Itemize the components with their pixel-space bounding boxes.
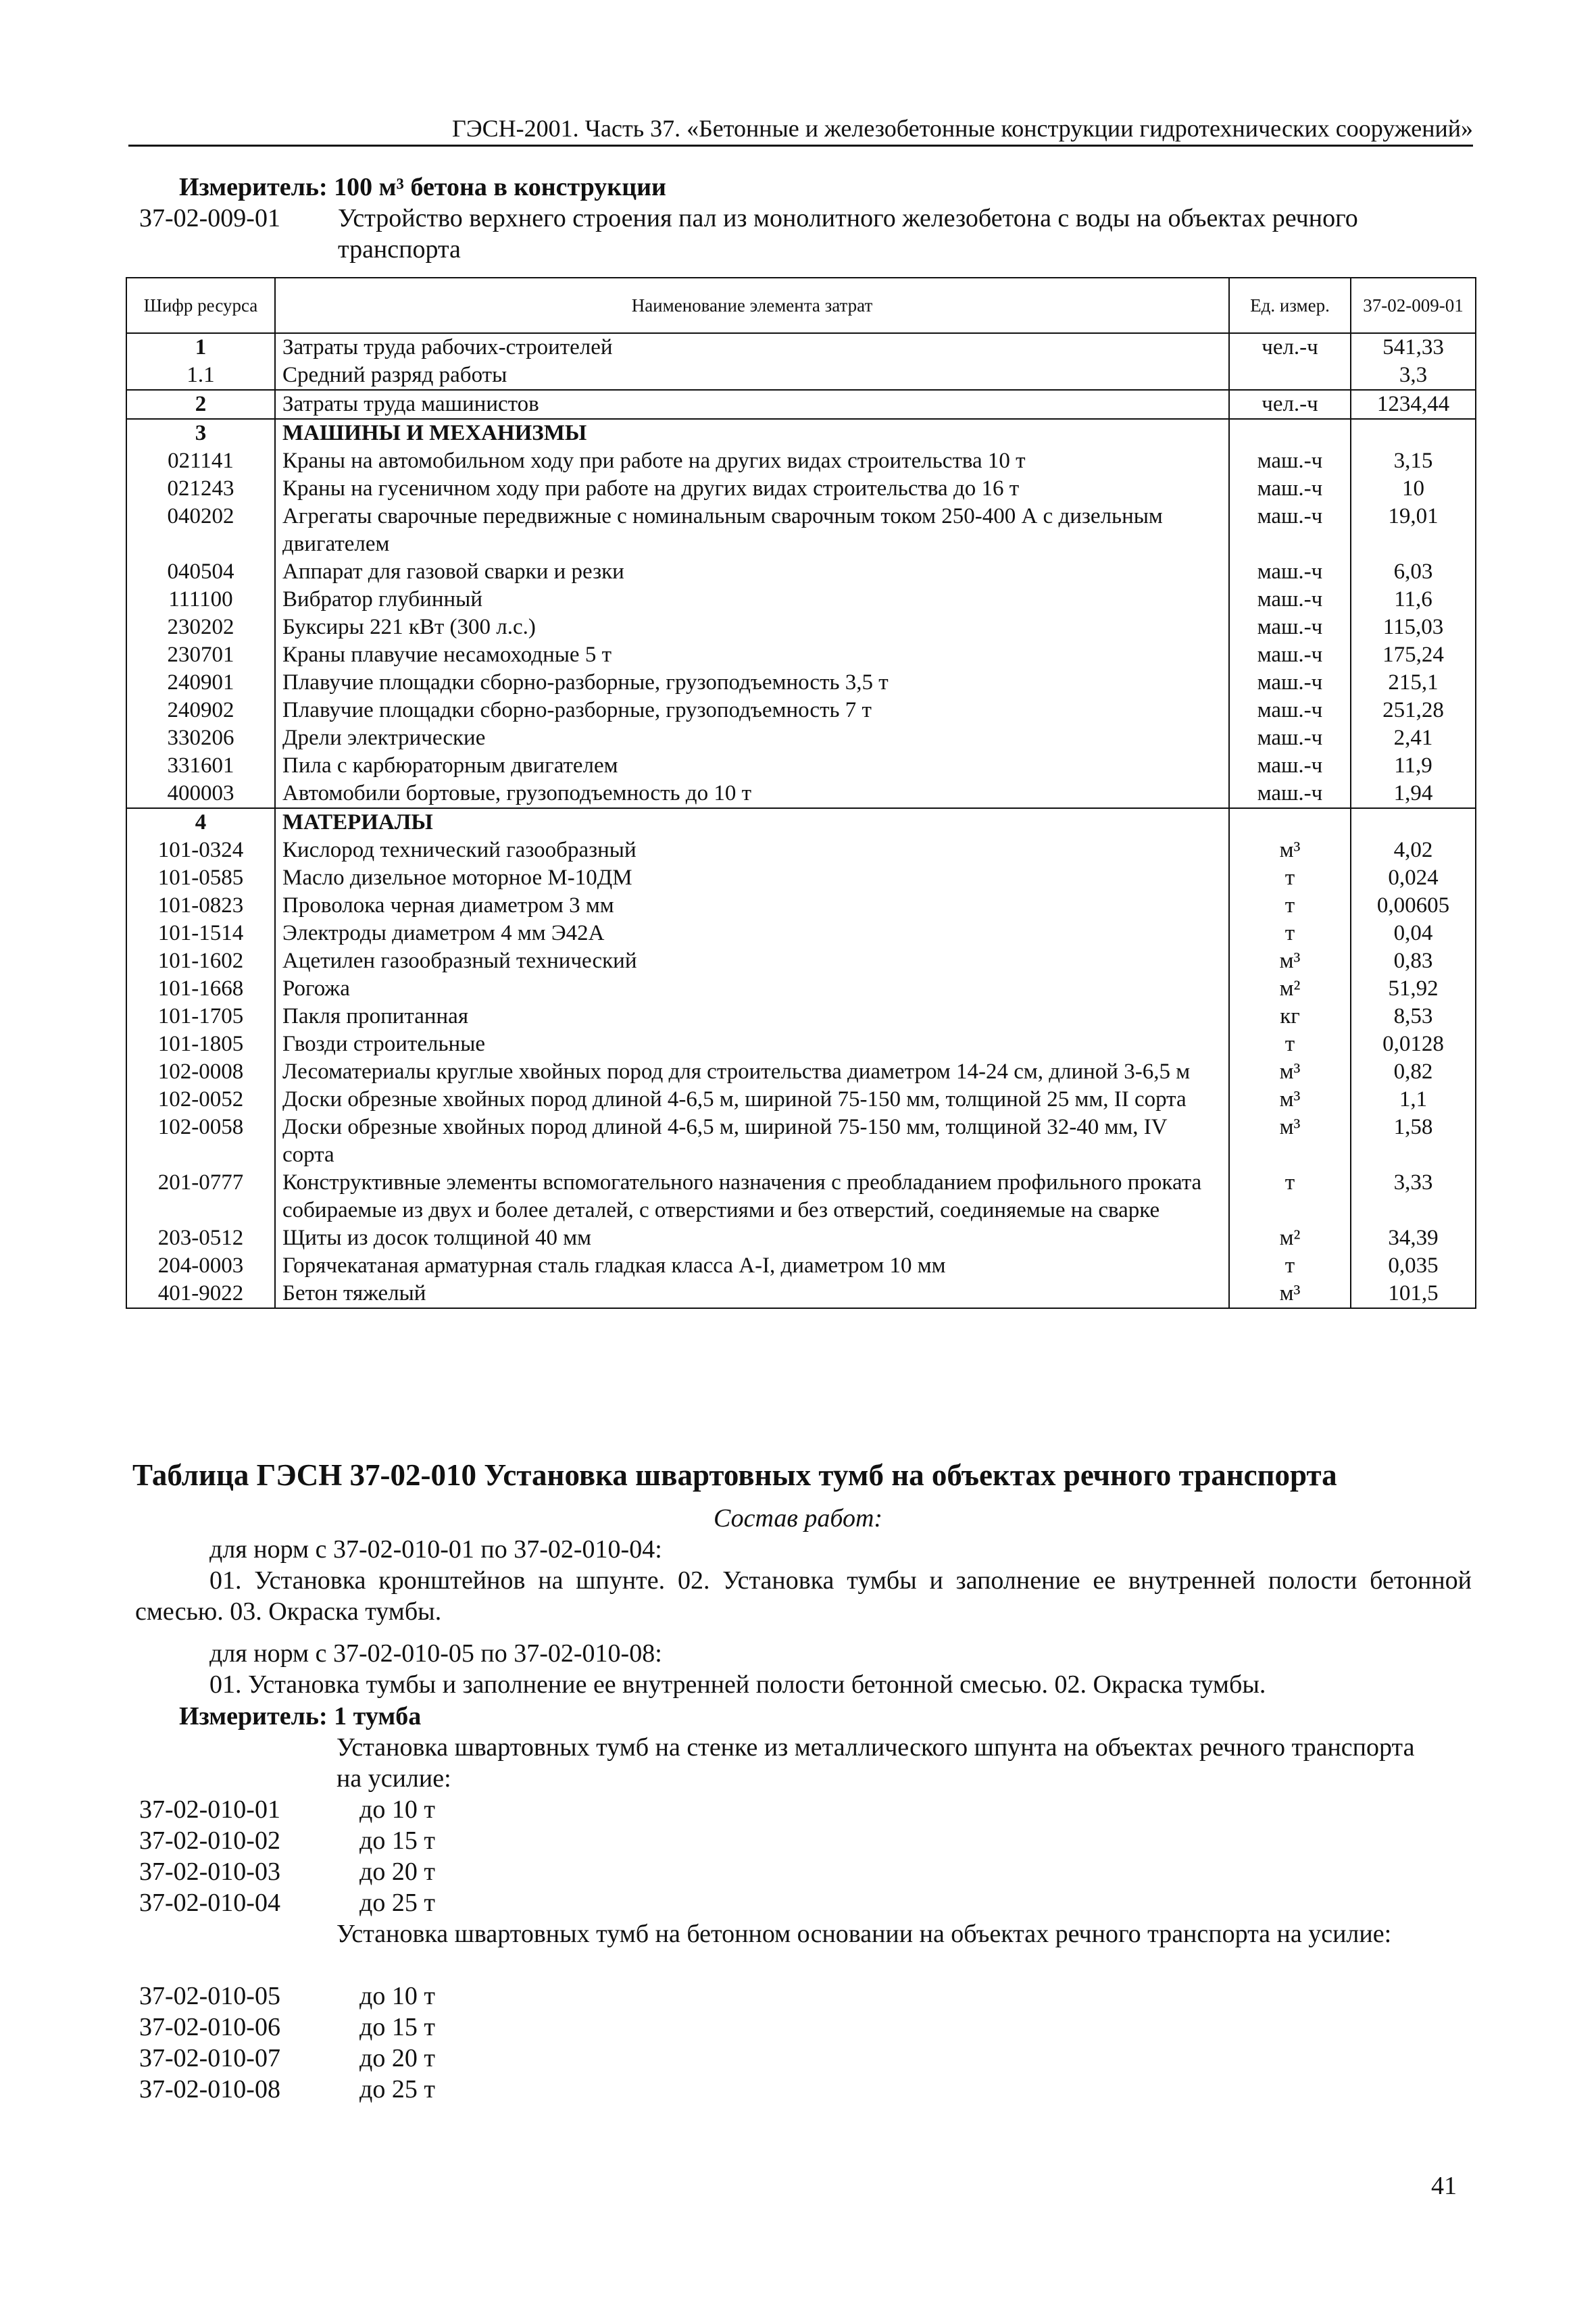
norm-value-cell: 0,0128 [1351, 1030, 1476, 1058]
norm-range-2: для норм с 37-02-010-05 по 37-02-010-08: [209, 1639, 662, 1668]
unit-cell: т [1229, 1030, 1351, 1058]
norm-range-1: для норм с 37-02-010-01 по 37-02-010-04: [209, 1535, 662, 1564]
unit-cell: м³ [1229, 1058, 1351, 1086]
resource-name-cell: Затраты труда машинистов [275, 390, 1229, 419]
resource-name-cell: Агрегаты сварочные передвижные с номинальным сварочным током 250-400 А с дизельным двигателем [275, 503, 1229, 558]
norm-value-cell: 34,39 [1351, 1224, 1476, 1252]
table-row [126, 362, 1476, 390]
table-row [126, 558, 1476, 586]
unit-cell: м² [1229, 1224, 1351, 1252]
group-2-title: Установка швартовных тумб на бетонном основании на объектах речного транспорта на усилие: [336, 1920, 1392, 1948]
unit-cell: маш.-ч [1229, 558, 1351, 586]
header-rule [128, 145, 1473, 147]
unit-cell: т [1229, 864, 1351, 892]
norm-value-cell: 8,53 [1351, 1003, 1476, 1030]
work-steps-2: 01. Установка тумбы и заполнение ее внутренней полости бетонной смесью. 02. Окраска тумбы. [209, 1670, 1266, 1699]
norm-value-cell: 0,82 [1351, 1058, 1476, 1086]
resource-code-cell: 1 [126, 333, 275, 362]
resource-code-cell: 400003 [126, 780, 275, 808]
resource-code-cell: 4 [126, 808, 275, 837]
table-row [126, 641, 1476, 669]
unit-cell: т [1229, 920, 1351, 947]
resource-name-cell: Краны на автомобильном ходу при работе на других видах строительства 10 т [275, 447, 1229, 475]
page-number: 41 [1431, 2172, 1457, 2200]
table-row [126, 614, 1476, 641]
resource-name-cell: МАШИНЫ И МЕХАНИЗМЫ [275, 419, 1229, 447]
resource-code-cell: 240901 [126, 669, 275, 697]
table-row [126, 1003, 1476, 1030]
column-header-norm: 37-02-009-01 [1351, 278, 1476, 333]
table-row [126, 390, 1476, 419]
resource-name-cell: Проволока черная диаметром 3 мм [275, 892, 1229, 920]
list-item: 37-02-010-03 до 20 т [139, 1858, 435, 1886]
unit-cell: маш.-ч [1229, 780, 1351, 808]
resource-name-cell: Кислород технический газообразный [275, 837, 1229, 864]
norm-value-cell: 115,03 [1351, 614, 1476, 641]
resource-name-cell: Вибратор глубинный [275, 586, 1229, 614]
table-row [126, 333, 1476, 362]
resource-code-cell: 102-0058 [126, 1114, 275, 1169]
resource-code-cell: 1.1 [126, 362, 275, 390]
column-header-code: Шифр ресурса [126, 278, 275, 333]
unit-cell: маш.-ч [1229, 586, 1351, 614]
resource-table [126, 277, 1476, 1309]
resource-name-cell: МАТЕРИАЛЫ [275, 808, 1229, 837]
measure-unit-label-2: Измеритель: 1 тумба [179, 1702, 422, 1731]
unit-cell: т [1229, 1169, 1351, 1224]
resource-name-cell: Щиты из досок толщиной 40 мм [275, 1224, 1229, 1252]
norm-value-cell [1351, 419, 1476, 447]
resource-name-cell: Бетон тяжелый [275, 1280, 1229, 1308]
norm-value-cell: 3,15 [1351, 447, 1476, 475]
unit-cell: кг [1229, 1003, 1351, 1030]
resource-code-cell: 101-1514 [126, 920, 275, 947]
resource-code-cell: 3 [126, 419, 275, 447]
norm-value-cell: 0,83 [1351, 947, 1476, 975]
resource-name-cell: Краны на гусеничном ходу при работе на других видах строительства до 16 т [275, 475, 1229, 503]
table-row [126, 1058, 1476, 1086]
resource-code-cell: 204-0003 [126, 1252, 275, 1280]
table-row [126, 1280, 1476, 1308]
resource-name-cell: Доски обрезные хвойных пород длиной 4-6,5 м, шириной 75-150 мм, толщиной 25 мм, II сорта [275, 1086, 1229, 1114]
composition-label: Состав работ: [714, 1504, 883, 1533]
resource-code-cell: 102-0052 [126, 1086, 275, 1114]
list-item: 37-02-010-06 до 15 т [139, 2013, 435, 2041]
list-item: 37-02-010-02 до 15 т [139, 1826, 435, 1855]
resource-name-cell: Затраты труда рабочих-строителей [275, 333, 1229, 362]
table-row [126, 586, 1476, 614]
resource-code-cell: 101-1705 [126, 1003, 275, 1030]
list-item: 37-02-010-04 до 25 т [139, 1889, 435, 1917]
table-row [126, 780, 1476, 808]
resource-code-cell: 230701 [126, 641, 275, 669]
resource-code-cell: 240902 [126, 697, 275, 724]
table-row [126, 669, 1476, 697]
resource-name-cell: Плавучие площадки сборно-разборные, грузоподъемность 7 т [275, 697, 1229, 724]
resource-code-cell: 2 [126, 390, 275, 419]
table-header-row [126, 278, 1476, 333]
unit-cell: маш.-ч [1229, 697, 1351, 724]
resource-code-cell: 203-0512 [126, 1224, 275, 1252]
resource-code-cell: 040202 [126, 503, 275, 558]
norm-value-cell: 175,24 [1351, 641, 1476, 669]
table-title: Таблица ГЭСН 37-02-010 Установка швартовных тумб на объектах речного транспорта [132, 1458, 1337, 1492]
unit-cell: м² [1229, 975, 1351, 1003]
unit-cell: маш.-ч [1229, 475, 1351, 503]
resource-name-cell: Рогожа [275, 975, 1229, 1003]
list-item: 37-02-010-08 до 25 т [139, 2075, 435, 2104]
table-row [126, 1252, 1476, 1280]
list-item: 37-02-010-07 до 20 т [139, 2044, 435, 2072]
table-row [126, 1169, 1476, 1224]
norm-value-cell: 11,6 [1351, 586, 1476, 614]
table-row [126, 1224, 1476, 1252]
unit-cell: чел.-ч [1229, 333, 1351, 362]
resource-name-cell: Краны плавучие несамоходные 5 т [275, 641, 1229, 669]
resource-name-cell: Дрели электрические [275, 724, 1229, 752]
norm-value-cell: 251,28 [1351, 697, 1476, 724]
resource-code-cell: 021243 [126, 475, 275, 503]
norm-value-cell: 2,41 [1351, 724, 1476, 752]
unit-cell: т [1229, 1252, 1351, 1280]
resource-name-cell: Лесоматериалы круглые хвойных пород для строительства диаметром 14-24 см, длиной 3-6,5 м [275, 1058, 1229, 1086]
table-row [126, 752, 1476, 780]
table-row [126, 808, 1476, 837]
resource-code-cell: 101-0585 [126, 864, 275, 892]
norm-value-cell: 1,58 [1351, 1114, 1476, 1169]
unit-cell: маш.-ч [1229, 447, 1351, 475]
resource-name-cell: Автомобили бортовые, грузоподъемность до 10 т [275, 780, 1229, 808]
unit-cell: м³ [1229, 947, 1351, 975]
unit-cell: маш.-ч [1229, 614, 1351, 641]
table-row [126, 447, 1476, 475]
unit-cell: м³ [1229, 1086, 1351, 1114]
column-header-unit: Ед. измер. [1229, 278, 1351, 333]
resource-code-cell: 230202 [126, 614, 275, 641]
resource-code-cell: 111100 [126, 586, 275, 614]
unit-cell: чел.-ч [1229, 390, 1351, 419]
unit-cell [1229, 362, 1351, 390]
resource-code-cell: 101-1602 [126, 947, 275, 975]
resource-code-cell: 401-9022 [126, 1280, 275, 1308]
norm-value-cell: 6,03 [1351, 558, 1476, 586]
norm-value-cell: 541,33 [1351, 333, 1476, 362]
unit-cell: маш.-ч [1229, 641, 1351, 669]
norm-code: 37-02-009-01 [139, 204, 280, 232]
running-header: ГЭСН-2001. Часть 37. «Бетонные и железобетонные конструкции гидротехнических сооружений» [452, 115, 1473, 142]
table-row [126, 892, 1476, 920]
resource-name-cell: Электроды диаметром 4 мм Э42А [275, 920, 1229, 947]
unit-cell [1229, 808, 1351, 837]
resource-name-cell: Аппарат для газовой сварки и резки [275, 558, 1229, 586]
norm-description: Устройство верхнего строения пал из монолитного железобетона с воды на объектах речного транспорта [338, 204, 1358, 264]
resource-name-cell: Доски обрезные хвойных пород длиной 4-6,5 м, шириной 75-150 мм, толщиной 32-40 мм, IV сорта [275, 1114, 1229, 1169]
resource-code-cell: 040504 [126, 558, 275, 586]
list-item: 37-02-010-05 до 10 т [139, 1982, 435, 2010]
unit-cell: м³ [1229, 1280, 1351, 1308]
norm-value-cell: 51,92 [1351, 975, 1476, 1003]
unit-cell: м³ [1229, 1114, 1351, 1169]
resource-name-cell: Средний разряд работы [275, 362, 1229, 390]
unit-cell: маш.-ч [1229, 724, 1351, 752]
table-row [126, 1086, 1476, 1114]
norm-value-cell: 4,02 [1351, 837, 1476, 864]
list-item: 37-02-010-01 до 10 т [139, 1795, 435, 1824]
norm-value-cell: 3,33 [1351, 1169, 1476, 1224]
table-row [126, 837, 1476, 864]
table-row [126, 864, 1476, 892]
norm-value-cell: 215,1 [1351, 669, 1476, 697]
table-row [126, 1030, 1476, 1058]
resource-name-cell: Конструктивные элементы вспомогательного назначения с преобладанием профильного проката собираемые из двух и более деталей, с отверстиями и без отверстий, соединяемые на сварке [275, 1169, 1229, 1224]
resource-code-cell: 101-0823 [126, 892, 275, 920]
resource-code-cell: 101-1805 [126, 1030, 275, 1058]
norm-value-cell: 3,3 [1351, 362, 1476, 390]
norm-value-cell: 1234,44 [1351, 390, 1476, 419]
resource-code-cell: 330206 [126, 724, 275, 752]
norm-value-cell: 11,9 [1351, 752, 1476, 780]
unit-cell: т [1229, 892, 1351, 920]
resource-code-cell: 101-0324 [126, 837, 275, 864]
norm-value-cell: 1,94 [1351, 780, 1476, 808]
norm-value-cell: 19,01 [1351, 503, 1476, 558]
resource-code-cell: 102-0008 [126, 1058, 275, 1086]
norm-value-cell [1351, 808, 1476, 837]
resource-name-cell: Гвозди строительные [275, 1030, 1229, 1058]
measure-unit-label: Измеритель: 100 м³ бетона в конструкции [179, 173, 666, 201]
norm-value-cell: 10 [1351, 475, 1476, 503]
norm-value-cell: 0,035 [1351, 1252, 1476, 1280]
norm-value-cell: 101,5 [1351, 1280, 1476, 1308]
table-row [126, 947, 1476, 975]
resource-code-cell: 101-1668 [126, 975, 275, 1003]
resource-code-cell: 201-0777 [126, 1169, 275, 1224]
resource-code-cell: 331601 [126, 752, 275, 780]
table-row [126, 475, 1476, 503]
resource-name-cell: Пакля пропитанная [275, 1003, 1229, 1030]
norm-value-cell: 0,00605 [1351, 892, 1476, 920]
resource-name-cell: Буксиры 221 кВт (300 л.с.) [275, 614, 1229, 641]
table-row [126, 697, 1476, 724]
unit-cell [1229, 419, 1351, 447]
resource-name-cell: Ацетилен газообразный технический [275, 947, 1229, 975]
norm-value-cell: 1,1 [1351, 1086, 1476, 1114]
column-header-name: Наименование элемента затрат [275, 278, 1229, 333]
resource-name-cell: Пила с карбюраторным двигателем [275, 752, 1229, 780]
unit-cell: м³ [1229, 837, 1351, 864]
norm-value-cell: 0,04 [1351, 920, 1476, 947]
unit-cell: маш.-ч [1229, 503, 1351, 558]
resource-name-cell: Масло дизельное моторное М-10ДМ [275, 864, 1229, 892]
resource-name-cell: Горячекатаная арматурная сталь гладкая класса A-I, диаметром 10 мм [275, 1252, 1229, 1280]
table-row [126, 1114, 1476, 1169]
norm-value-cell: 0,024 [1351, 864, 1476, 892]
table-row [126, 419, 1476, 447]
table-row [126, 724, 1476, 752]
table-row [126, 920, 1476, 947]
unit-cell: маш.-ч [1229, 752, 1351, 780]
unit-cell: маш.-ч [1229, 669, 1351, 697]
resource-name-cell: Плавучие площадки сборно-разборные, грузоподъемность 3,5 т [275, 669, 1229, 697]
work-steps-1: 01. Установка кронштейнов на шпунте. 02. Установка тумбы и заполнение ее внутренней полости бетонной смесью. 03. Окраска тумбы. [135, 1566, 1472, 1626]
group-1-title: Установка швартовных тумб на стенке из металлического шпунта на объектах речного транспорта на усилие: [336, 1733, 1415, 1793]
resource-code-cell: 021141 [126, 447, 275, 475]
table-row [126, 503, 1476, 558]
table-row [126, 975, 1476, 1003]
